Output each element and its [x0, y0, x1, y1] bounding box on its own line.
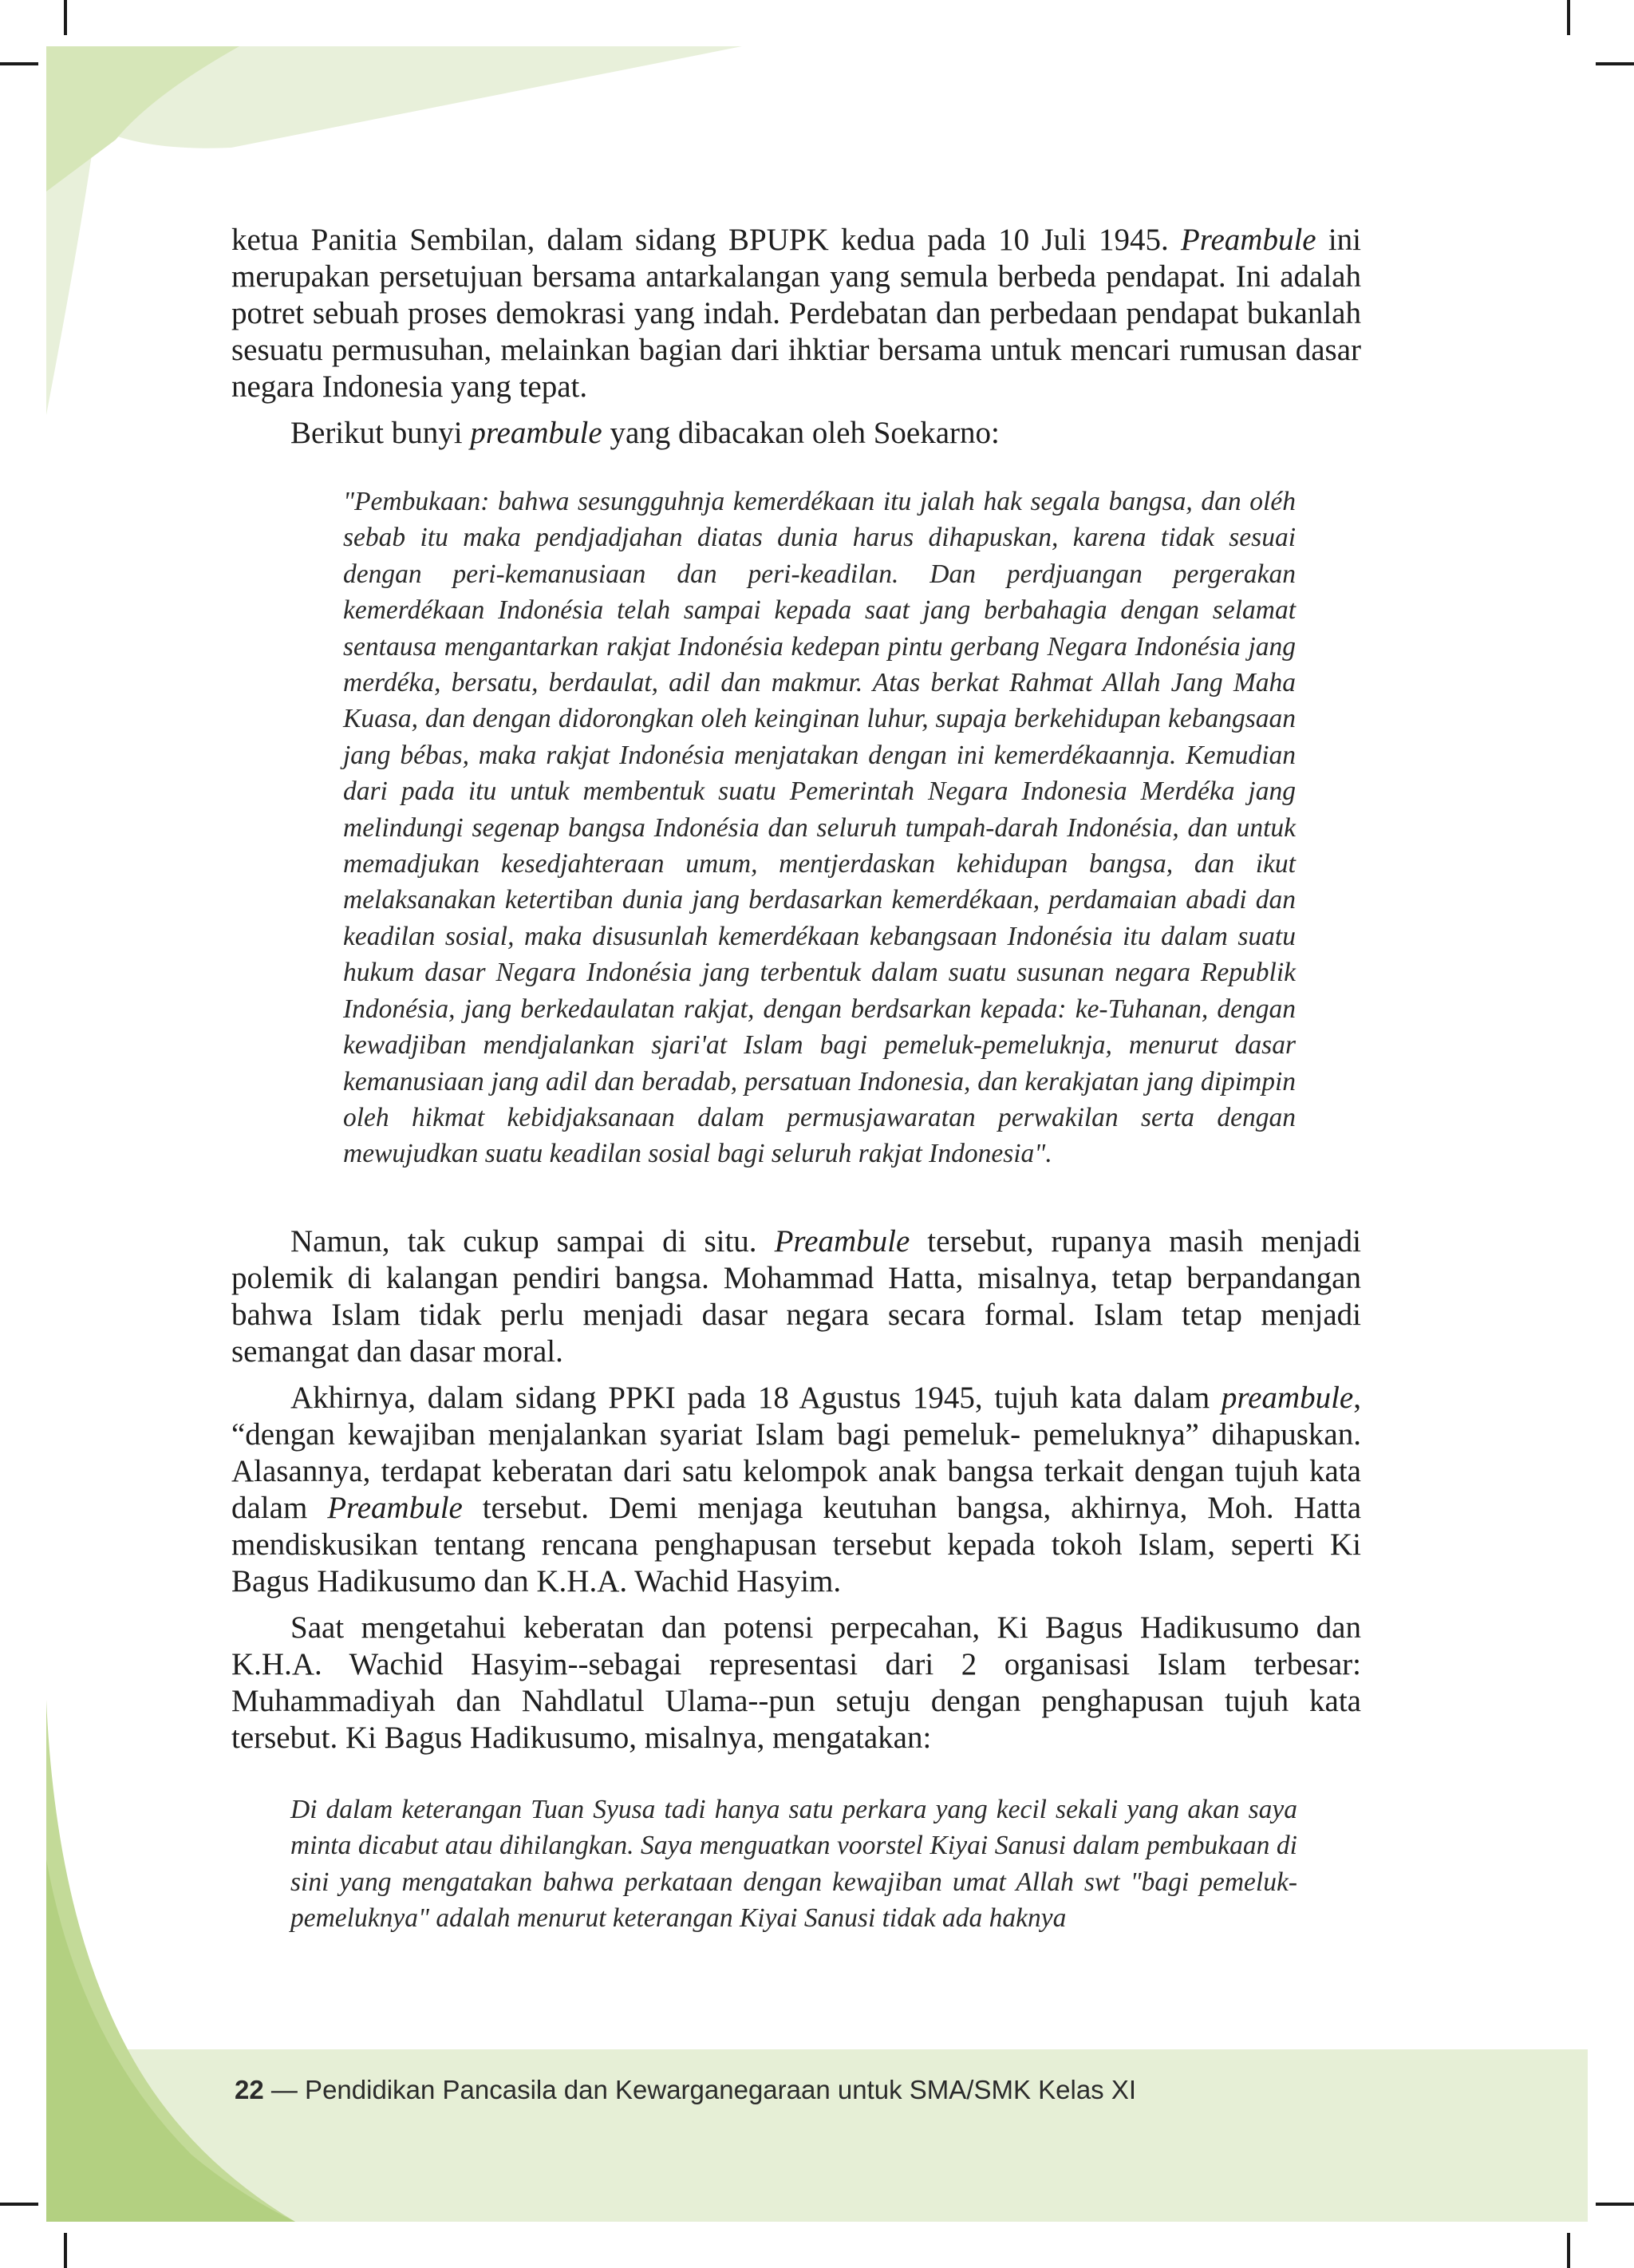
paragraph-text: yang dibacakan oleh Soekarno: — [602, 416, 1000, 450]
hadikusumo-quote: Di dalam keterangan Tuan Syusa tadi hanya satu perkara yang kecil sekali yang akan saya minta dicabut atau dihilangkan. Saya menguatkan voorstel Kiyai Sanusi dalam pembukaan di sini yang mengatakan bahwa perkataan dengan kewajiban umat Allah swt "bagi pemeluk-pemeluknya" adalah menurut keterangan Kiyai Sanusi tidak ada haknya — [290, 1794, 1297, 1933]
crop-mark — [64, 0, 67, 35]
crop-mark — [64, 2233, 67, 2268]
crop-mark — [1567, 2233, 1570, 2268]
paragraph-1 — [231, 222, 1361, 405]
paragraph-text: ketua Panitia Sembilan, dalam sidang BPUPK kedua pada 10 Juli 1945. — [231, 223, 1181, 257]
paragraph-text: Akhirnya, dalam sidang PPKI pada 18 Agustus 1945, tujuh kata dalam — [290, 1380, 1222, 1415]
crop-mark — [1596, 2203, 1634, 2206]
paragraph-text: ini merupakan persetujuan bersama antarkalangan yang semula berbeda pendapat. Ini adalah potret sebuah proses demokrasi yang indah. Perdebatan dan perbedaan pendapat bukanlah sesuatu permusuhan, melainkan bagian dari ihktiar bersama untuk mencari rumusan dasar negara Indonesia yang tepat. — [231, 223, 1361, 404]
paragraph-text: Namun, tak cukup sampai di situ. — [290, 1223, 775, 1258]
paragraph-2 — [231, 415, 1361, 452]
paragraph-5: Saat mengetahui keberatan dan potensi perpecahan, Ki Bagus Hadikusumo dan K.H.A. Wachid Hasyim--sebagai representasi dari 2 organisasi Islam terbesar: Muhammadiyah dan Nahdlatul Ulama--pun setuju dengan penghapusan tujuh kata tersebut. Ki Bagus Hadikusumo, misalnya, mengatakan: — [231, 1610, 1361, 1755]
italic-term: preambule — [1221, 1380, 1354, 1415]
italic-term: Preambule — [1180, 223, 1316, 257]
book-title: — Pendidikan Pancasila dan Kewarganegaraan untuk SMA/SMK Kelas XI — [263, 2075, 1137, 2104]
crop-mark — [0, 62, 38, 65]
crop-mark — [1596, 62, 1634, 65]
page-body — [231, 222, 1361, 1936]
crop-mark — [0, 2203, 38, 2206]
crop-mark — [1567, 0, 1570, 35]
preamble-quote: "Pembukaan: bahwa sesungguhnja kemerdékaan itu jalah hak segala bangsa, dan oléh sebab itu maka pendjadjahan diatas dunia harus dihapuskan, karena tidak sesuai dengan peri-kemanusiaan dan peri-keadilan. Dan perdjuangan pergerakan kemerdékaan Indonésia telah sampai kepada saat jang berbahagia dengan selamat sentausa mengantarkan rakjat Indonésia kedepan pintu gerbang Negara Indonésia jang merdéka, bersatu, berdaulat, adil dan makmur. Atas berkat Rahmat Allah Jang Maha Kuasa, dan dengan didorongkan oleh keinginan luhur, supaja berkehidupan kebangsaan jang bébas, maka rakjat Indonésia menjatakan dengan ini kemerdékaannja. Kemudian dari pada itu untuk membentuk suatu Pemerintah Negara Indonesia Merdéka jang melindungi segenap bangsa Indonésia dan seluruh tumpah-darah Indonésia, dan untuk memadjukan kesedjahteraan umum, mentjerdaskan kehidupan bangsa, dan ikut melaksanakan ketertiban dunia jang berdasarkan kemerdékaan, perdamaian abadi dan keadilan sosial, maka disusunlah kemerdékaan kebangsaan Indonésia itu dalam suatu hukum dasar Negara Indonésia jang terbentuk dalam suatu susunan negara Republik Indonésia, jang berkedaulatan rakjat, dengan berdsarkan kepada: ke-Tuhanan, dengan kewadjiban mendjalankan sjari'at Islam bagi pemeluk-pemeluknja, menurut dasar kemanusiaan jang adil dan beradab, persatuan Indonesia, dan kerakjatan jang dipimpin oleh hikmat kebidjaksanaan dalam permusjawaratan perwakilan serta dengan mewujudkan suatu keadilan sosial bagi seluruh rakjat Indonesia". — [343, 487, 1296, 1169]
paragraph-text: tersebut, rupanya masih menjadi polemik di kalangan pendiri bangsa. Mohammad Hatta, misalnya, tetap berpandangan bahwa Islam tidak perlu menjadi dasar negara secara formal. Islam tetap menjadi semangat dan dasar moral. — [231, 1223, 1361, 1369]
italic-term: preambule — [470, 416, 602, 450]
italic-term: Preambule — [774, 1223, 910, 1258]
paragraph-4 — [231, 1380, 1361, 1600]
page-footer — [235, 2075, 1136, 2105]
paragraph-text: , “dengan kewajiban menjalankan syariat Islam bagi pemeluk- pemeluknya” dihapuskan. Alasannya, terdapat keberatan dari satu kelompok anak bangsa terkait dengan tujuh kata dalam — [231, 1380, 1361, 1525]
paragraph-text: tersebut. Demi menjaga keutuhan bangsa, akhirnya, Moh. Hatta mendiskusikan tentang rencana penghapusan tersebut kepada tokoh Islam, seperti Ki Bagus Hadikusumo dan K.H.A. Wachid Hasyim. — [231, 1490, 1362, 1598]
italic-term: Preambule — [327, 1490, 463, 1525]
paragraph-text: Berikut bunyi — [290, 416, 471, 450]
page-number: 22 — [235, 2075, 264, 2104]
paragraph-3 — [231, 1223, 1361, 1370]
